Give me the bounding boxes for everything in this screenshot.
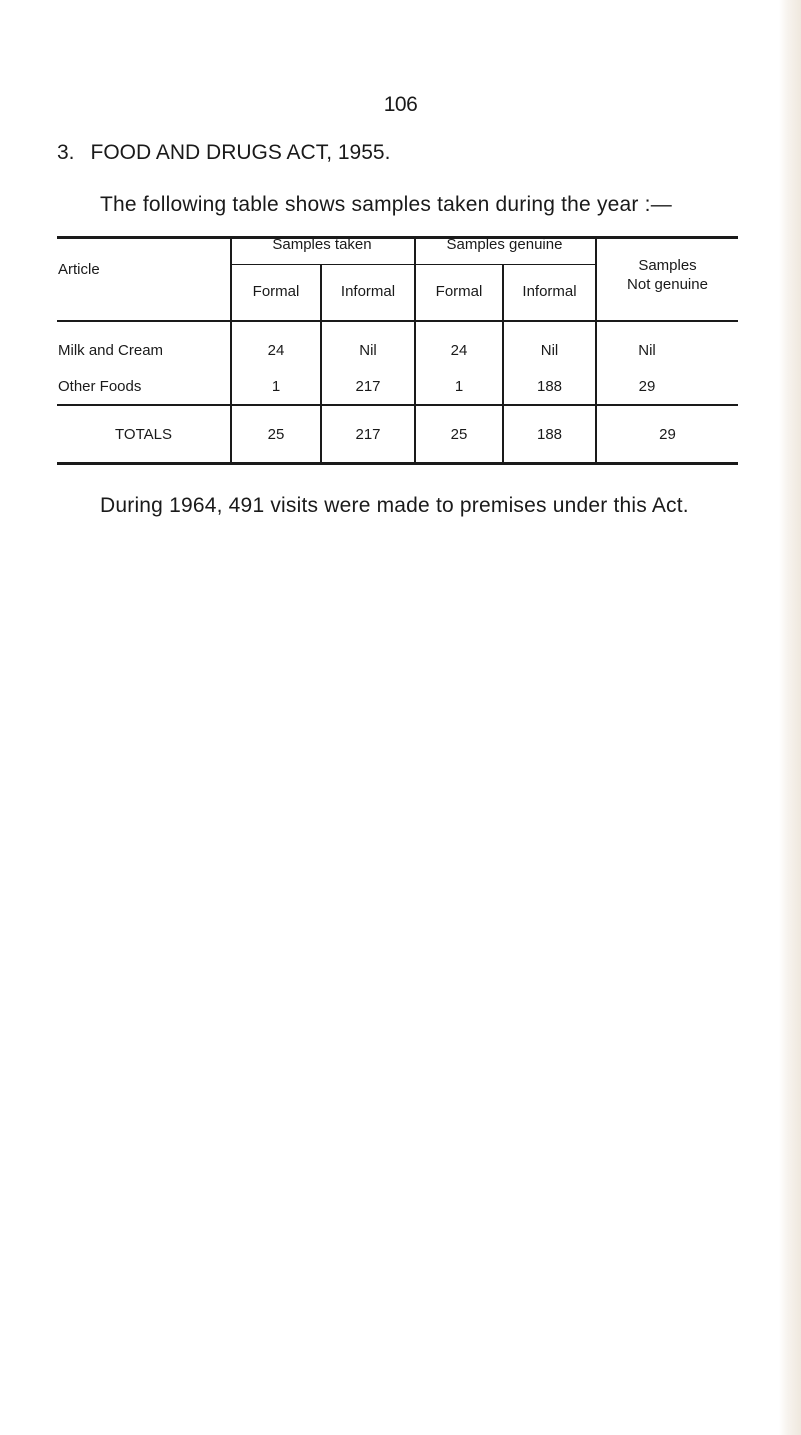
- row-other-taken-informal: 217: [355, 378, 381, 395]
- row-milk-genuine-informal: Nil: [540, 342, 559, 359]
- samples-table: [57, 236, 738, 466]
- table-bottom-rule: [57, 462, 738, 465]
- header-samples-genuine: Samples genuine: [446, 236, 563, 253]
- totals-not-genuine: 29: [659, 426, 676, 443]
- row-other-genuine-formal: 1: [454, 378, 464, 395]
- row-milk-article: Milk and Cream: [58, 342, 164, 359]
- section-title: FOOD AND DRUGS ACT, 1955.: [90, 141, 391, 164]
- totals-genuine-formal: 25: [450, 426, 468, 443]
- row-milk-not-genuine: Nil: [638, 342, 656, 359]
- row-milk-taken-informal: Nil: [359, 342, 377, 359]
- header-not-genuine-line1: Samples: [638, 257, 697, 274]
- totals-genuine-informal: 188: [536, 426, 563, 443]
- underline-samples-genuine: [414, 264, 595, 265]
- totals-top-rule: [57, 404, 738, 406]
- totals-label: TOTALS: [115, 426, 172, 443]
- section-heading: [57, 141, 390, 165]
- header-bottom-rule: [57, 320, 738, 322]
- header-taken-formal: Formal: [252, 283, 300, 300]
- row-other-genuine-informal: 188: [536, 378, 563, 395]
- row-milk-genuine-formal: 24: [450, 342, 468, 359]
- row-milk-taken-formal: 24: [267, 342, 285, 359]
- underline-samples-taken: [230, 264, 414, 265]
- header-taken-informal: Informal: [340, 283, 396, 300]
- intro-text: The following table shows samples taken during the year :—: [100, 193, 672, 216]
- header-genuine-informal: Informal: [522, 283, 577, 300]
- header-not-genuine-line2: Not genuine: [627, 276, 708, 293]
- section-number: 3.: [57, 141, 75, 164]
- page-number: 106: [383, 93, 418, 116]
- header-genuine-formal: Formal: [435, 283, 483, 300]
- footer-note: During 1964, 491 visits were made to premises under this Act.: [100, 494, 689, 517]
- header-article: Article: [58, 261, 100, 278]
- row-other-not-genuine: 29: [638, 378, 656, 395]
- row-other-article: Other Foods: [58, 378, 142, 395]
- header-samples-taken: Samples taken: [272, 236, 372, 253]
- page-edge-shadow: [779, 0, 801, 1435]
- totals-taken-formal: 25: [267, 426, 285, 443]
- totals-taken-informal: 217: [355, 426, 381, 443]
- row-other-taken-formal: 1: [271, 378, 281, 395]
